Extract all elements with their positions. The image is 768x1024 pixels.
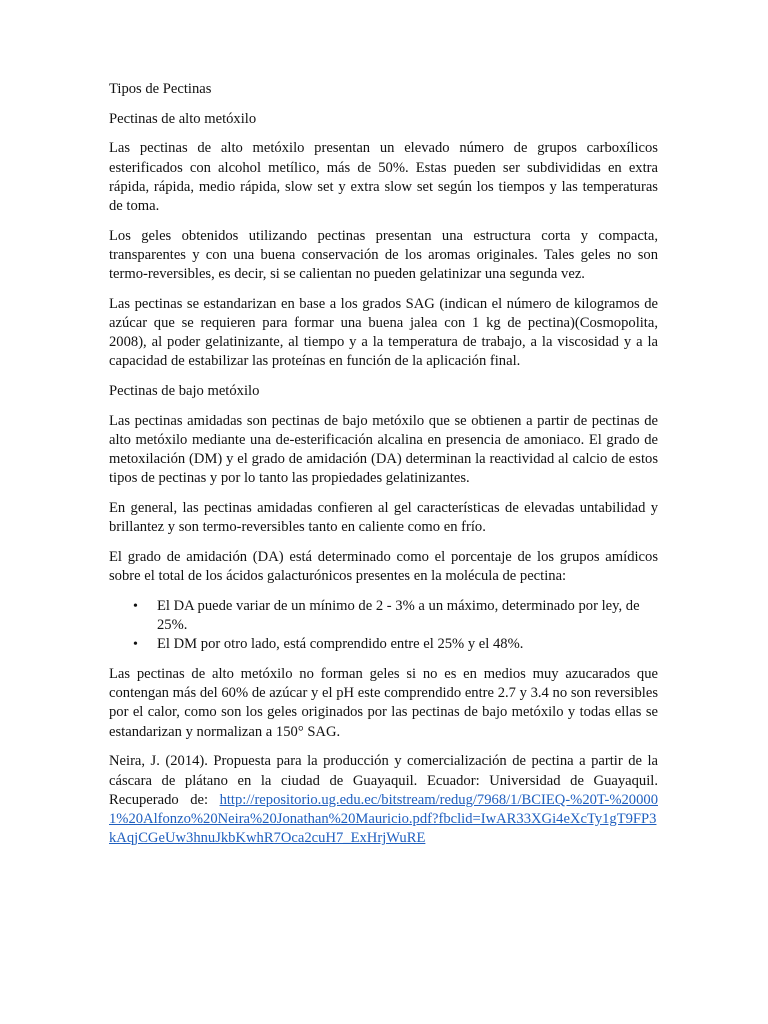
paragraph: Las pectinas se estandarizan en base a los grados SAG (indican el número de kilogramos de azúcar que se requieren para formar una buena jalea con 1 kg de pectina)(Cosmopolita, 2008), al poder gelatinizante, al tiempo y a la temperatura de trabajo, a la viscosidad y a la capacidad de estabilizar las proteínas en función de la aplicación final. bbox=[109, 295, 658, 370]
list-item bbox=[109, 635, 658, 654]
paragraph: Las pectinas de alto metóxilo presentan un elevado número de grupos carboxílicos esterificados con alcohol metílico, más de 50%. Estas pueden ser subdivididas en extra rápida, rápida, medio rápida, slow set y extra slow set según los tiempos y las temperaturas de toma. bbox=[109, 140, 658, 215]
list-item-text: El DA puede variar de un mínimo de 2 - 3% a un máximo, determinado por ley, de 25%. bbox=[157, 597, 640, 634]
paragraph: El grado de amidación (DA) está determinado como el porcentaje de los grupos amídicos sobre el total de los ácidos galacturónicos presentes en la molécula de pectina: bbox=[109, 549, 658, 585]
list-item-text: El DM por otro lado, está comprendido entre el 25% y el 48%. bbox=[157, 636, 524, 653]
section-heading-high-methoxyl: Pectinas de alto metóxilo bbox=[109, 110, 257, 127]
bullet-icon: • bbox=[133, 598, 138, 614]
reference-text: Neira, J. (2014). Propuesta para la producción y comercialización de pectina a partir de la cáscara de plátano en la ciudad de Guayaquil. Ecuador: Universidad de Guayaquil. Recuperado de: bbox=[109, 753, 658, 808]
reference-citation bbox=[109, 752, 658, 848]
document-page bbox=[109, 80, 658, 859]
paragraph: Las pectinas de alto metóxilo no forman geles si no es en medios muy azucarados que contengan más del 60% de azúcar y el pH este comprendido entre 2.7 y 3.4 no son reversibles por el calor, como son los geles originados por las pectinas de bajo metóxilo y todas ellas se estandarizan y normalizan a 150° SAG. bbox=[109, 666, 658, 740]
bullet-list bbox=[109, 597, 658, 655]
paragraph: Las pectinas amidadas son pectinas de bajo metóxilo que se obtienen a partir de pectinas de alto metóxilo mediante una de-esterificación alcalina en presencia de amoniaco. El grado de metoxilación (DM) y el grado de amidación (DA) determinan la reactividad al calcio de estos tipos de pectinas y por lo tanto las propiedades gelatinizantes. bbox=[109, 412, 658, 487]
bullet-icon: • bbox=[133, 637, 138, 653]
document-title: Tipos de Pectinas bbox=[109, 81, 212, 97]
reference-link[interactable]: http://repositorio.ug.edu.ec/bitstream/redug/7968/1/BCIEQ-%20T-%200001%20Alfonzo%20Neira%20Jonathan%20Mauricio.pdf?fbclid=IwAR33XGi4eXcTy1gT9FP3kAqjCGeUw3hnuJkbKwhR7Oca2cuH7_ExHrjWuRE bbox=[109, 791, 658, 847]
paragraph: En general, las pectinas amidadas confieren al gel características de elevadas untabilidad y brillantez y son termo-reversibles tanto en caliente como en frío. bbox=[109, 500, 658, 536]
paragraph: Los geles obtenidos utilizando pectinas presentan una estructura corta y compacta, transparentes y con una buena conservación de los aromas originales. Tales geles no son termo-reversibles, es decir, si se calientan no pueden gelatinizar una segunda vez. bbox=[109, 227, 658, 283]
section-heading-low-methoxyl: Pectinas de bajo metóxilo bbox=[109, 383, 260, 400]
list-item bbox=[109, 597, 658, 635]
